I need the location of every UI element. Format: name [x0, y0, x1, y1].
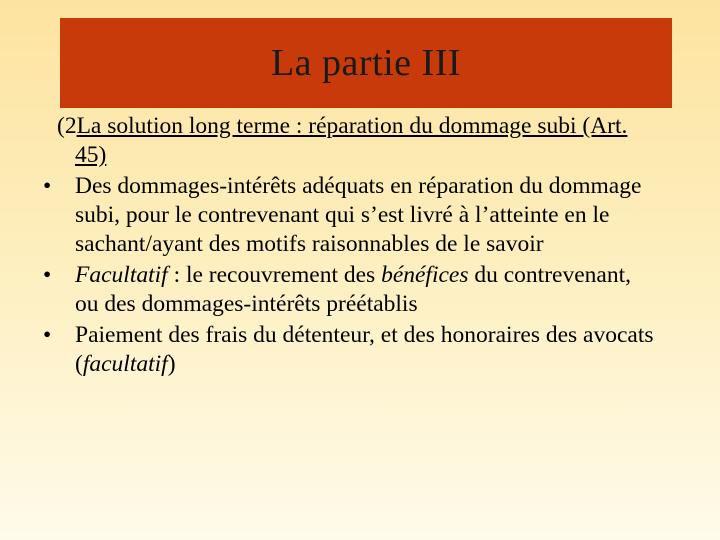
bullet-marker: • — [43, 322, 52, 348]
bullet-text-part: : le recouvrement des — [167, 262, 382, 288]
bullet-italic-lead: Facultatif — [75, 262, 168, 288]
bullet-item-3 — [40, 321, 660, 379]
bullet-text-part: Paiement des frais du détenteur, et des honoraires des avocats ( — [75, 322, 654, 377]
bullet-item-1 — [40, 172, 660, 259]
bullet-italic-term: bénéfices — [381, 262, 469, 288]
bullet-marker: • — [43, 262, 52, 288]
title-bar — [60, 18, 672, 108]
bullet-item-2 — [40, 261, 660, 319]
subheading — [40, 112, 660, 170]
bullet-marker: • — [43, 173, 52, 199]
slide-body — [40, 112, 660, 379]
bullet-text-part: ) — [167, 351, 176, 377]
bullet-text: Des dommages-intérêts adéquats en réparation du dommage subi, pour le contrevenant qui s’est livré à l’atteinte en le sachant/ayant des motifs raisonnables de le savoir — [75, 173, 642, 257]
slide-title: La partie III — [270, 42, 462, 84]
bullet-italic-term: facultatif — [82, 351, 168, 377]
subheading-text: La solution long terme : réparation du dommage subi (Art. 45) — [75, 113, 628, 168]
subheading-prefix: (2 — [57, 113, 77, 139]
bullet-text-part: du contrevenant, ou des dommages-intérêts préétablis — [75, 262, 631, 317]
